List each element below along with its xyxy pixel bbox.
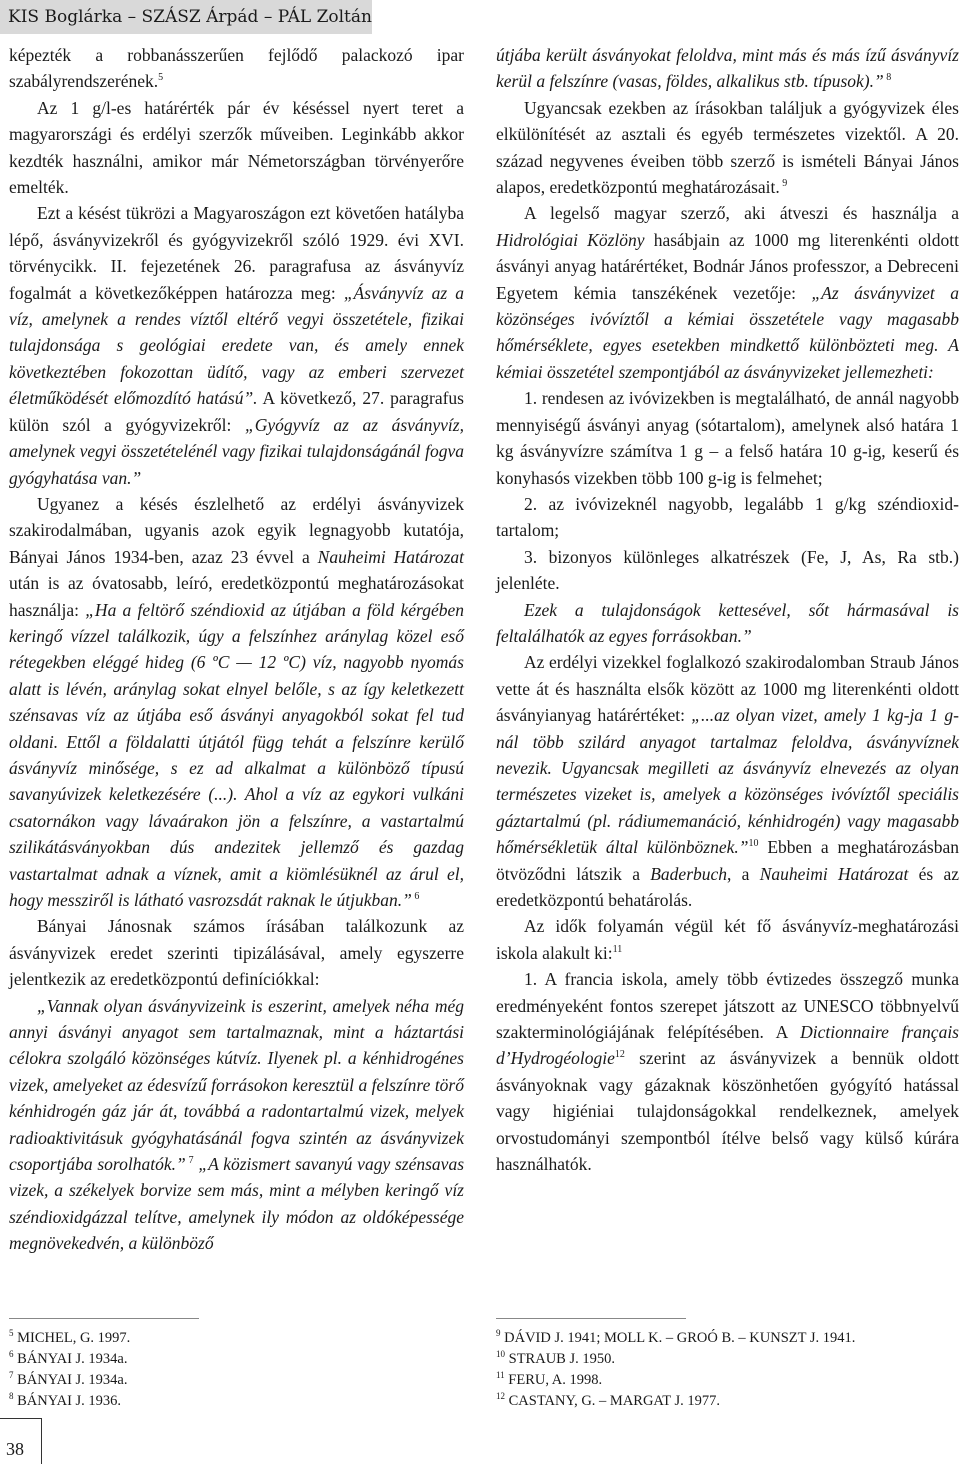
footnote-text: BÁNYAI J. 1934a. xyxy=(13,1351,128,1367)
footnote-text: BÁNYAI J. 1934a. xyxy=(13,1372,128,1388)
text-run: A következő, 27. paragrafus külön szól a gyógyvizekről: xyxy=(9,388,464,435)
paragraph xyxy=(9,913,464,992)
page-number: 38 xyxy=(0,1418,42,1464)
paragraph xyxy=(496,966,959,1177)
paragraph xyxy=(496,597,959,650)
text-run: Ezt a késést tükrözi a Magyaroszágon ezt követően hatályba lépő, ásványvizekről és gyógyvizekről szóló 1929. évi XVI. törvénycikk. II. fejezetének 26. paragrafusa az ásványvíz fogalmát a következőképpen határozza meg: xyxy=(9,203,464,303)
paragraph xyxy=(496,491,959,544)
footnote-ref: 5 xyxy=(158,72,164,84)
text-run: „A közismert savanyú vagy szénsavas vizek, a székelyek borvize sem más, mint a mélyben keringő víz széndioxidgázzal telítve, amelynek ily módon az oldóképessége megnövekedvén, a különböző xyxy=(9,1154,465,1254)
text-run: Dictionnaire français d’Hydrogéologie xyxy=(496,1022,959,1069)
text-run: 1. rendesen az ivóvizekben is megtalálható, de annál nagyobb mennyiségű ásványi anyag (sótartalom), amelynek alsó határa 1 kg ásványvízre számítva 1 g – a felső határa 10 g-ig, keserű és konyhasós vizekben több 100 g-ig is felmehet; xyxy=(496,388,959,488)
text-run: Ebben a meghatározásban ötvöződni látszik a xyxy=(496,837,959,884)
footnote-number: 12 xyxy=(496,1391,505,1402)
footnote xyxy=(9,1349,309,1370)
text-run: „Ásványvíz az a víz, amelynek a rendes víztől eltérő vegyi összetétele, fizikai tulajdonsága s geológiai eredete van, és amely ennek következtében fokozottan üdítő, vagy az emberi szervezet életműködését előmozdító hatású”. xyxy=(9,282,464,409)
text-run: Az 1 g/l-es határérték pár év késéssel nyert teret a magyarországi és erdélyi szerzők műveiben. Leginkább akkor kezdték használni, amikor már Németországban törvényerőre emelték. xyxy=(9,97,464,198)
footnote-ref: 10 xyxy=(748,838,759,850)
footnote xyxy=(9,1370,309,1391)
footnote xyxy=(496,1370,959,1391)
paragraph xyxy=(9,993,464,1257)
text-run: Az erdélyi vizekkel foglalkozó szakirodalomban Straub János vette át és használta elsők között az 1000 mg literenkénti oldott ásványianyag határértéket: xyxy=(496,652,959,726)
paragraph xyxy=(9,491,464,914)
text-run: „Ha a feltörő széndioxid az útjában a föld kérgében keringő vízzel találkozik, úgy a felszínhez aránylag közel eső rétegekben eléggé hideg (6 ºC — 12 ºC) víz, nagyobb nyomás alatt is lévén, aránylag sokat elnyel belőle, s az így keletkezett szénsavas víz az útjába eső ásványi anyagokból sokat fel tud oldani. Ettől a földalatti útjától függ tehát a felszínre kerülő ásványvíz minősége, s ez ad alkalmat a különböző típusú savanyúvizek keletkezésére (...). Ahol a víz az egykori vulkáni csatornákon vagy lávaárakon jön a felszínre, a vastartalmú szilikátásványokban dús andezitek jellemző és gazdag vastartalmat adnak a víznek, amit a kiömlésüknél az árul el, hogy messziről is látható vasrozsdát raknak le útjukban.” xyxy=(9,599,464,910)
footnote-text: BÁNYAI J. 1936. xyxy=(13,1393,122,1409)
footnote xyxy=(496,1328,959,1349)
footnotes-right xyxy=(496,1328,959,1412)
right-column xyxy=(496,42,959,1177)
text-run: 2. az ivóvizeknél nagyobb, legalább 1 g/kg széndioxid-tartalom; xyxy=(496,493,959,541)
paragraph xyxy=(496,95,959,201)
text-run: Hidrológiai Közlöny xyxy=(496,229,645,250)
text-run: „Az ásványvizet a közönséges ivóvíztől a kémiai összetétele vagy magasabb hőmérséklete, egyes esetekben mindkettő különbözteti meg. A kémiai összetétel szempontjából az ásványvizeket jellemezheti: xyxy=(496,282,959,382)
footnote-ref: 9 xyxy=(779,178,788,190)
footnote-text: MICHEL, G. 1997. xyxy=(13,1330,131,1346)
text-run: és az eredetközpontú behatárolás. xyxy=(496,863,959,910)
footnote-text: CASTANY, G. – MARGAT J. 1977. xyxy=(505,1393,721,1409)
text-run: A legelső magyar szerző, aki átveszi és használja a xyxy=(524,203,959,224)
paragraph xyxy=(496,385,959,491)
footnote-number: 10 xyxy=(496,1349,505,1360)
footnote-rule xyxy=(496,1318,686,1319)
text-run: Baderbuch xyxy=(650,863,728,884)
text-run: „Vannak olyan ásványvizeink is eszerint, amelyek néha még annyi ásványi anyagot sem tartalmaznak, mint a háztartási célokra szolgáló közönséges kútvíz. Ilyenek pl. a kénhidrogénes vizek, amelyeket az édesvízű forrásokon keresztül a felszínre törő kénhidrogén gáz jár át, továbbá a radontartalmú vizek, melyek radioaktivitásuk gyógyhatásánál fogva szintén az ásványvizek csoportjába sorolhatók.” xyxy=(9,995,464,1175)
text-run: Nauheimi Határozat xyxy=(317,546,464,567)
text-run: Ezek a tulajdonságok kettesével, sőt hármasával is feltalálhatók az egyes forrásokban.” xyxy=(496,599,959,646)
text-run: Ugyanez a késés észlelhető az erdélyi ásványvizek szakirodalmában, ugyanis azok egyik legnagyobb kutatója, Bányai János 1934-ben, azaz 23 évvel a xyxy=(9,493,464,567)
paragraph xyxy=(9,95,464,201)
footnote-number: 9 xyxy=(496,1328,501,1339)
text-run: Nauheimi Határozat xyxy=(759,863,909,884)
footnote xyxy=(9,1328,309,1349)
footnote-number: 8 xyxy=(9,1391,14,1402)
footnotes-left xyxy=(9,1328,309,1412)
footnote-number: 6 xyxy=(9,1349,14,1360)
footnote-rule xyxy=(9,1318,199,1319)
text-run: útjába került ásványokat feloldva, mint más és más ízű ásványvíz kerül a felszínre (vasas, földes, alkalikus stb. típusok).” xyxy=(496,45,959,92)
footnote-ref: 8 xyxy=(883,72,892,84)
paragraph xyxy=(496,544,959,597)
text-run: Az idők folyamán végül két fő ásványvíz-meghatározási iskola alakult ki: xyxy=(496,916,959,963)
paragraph xyxy=(496,649,959,913)
footnote xyxy=(496,1349,959,1370)
text-run: után is az óvatosabb, leíró, eredetközpontú meghatározásokat használja: xyxy=(9,573,464,620)
text-run: „Gyógyvíz az az ásványvíz, amelynek vegyi összetételénél vagy fizikai tulajdonságánál fogva gyógyhatása van.” xyxy=(9,414,464,488)
text-run: , a xyxy=(727,863,760,884)
running-header: KIS Boglárka – SZÁSZ Árpád – PÁL Zoltán xyxy=(0,0,372,34)
footnote xyxy=(496,1391,959,1412)
paragraph xyxy=(9,42,464,95)
text-run: 1. A francia iskola, amely több évtizedes összegző munka eredményeként fontos szerepet játszott az UNESCO többnyelvű szakterminológiájának felépítésében. A xyxy=(496,969,959,1043)
footnote-text: STRAUB J. 1950. xyxy=(505,1351,615,1367)
text-run: 3. bizonyos különleges alkatrészek (Fe, J, As, Ra stb.) jelenléte. xyxy=(496,546,959,594)
paragraph xyxy=(496,913,959,966)
footnote-text: DÁVID J. 1941; MOLL K. – GROÓ B. – KUNSZT J. 1941. xyxy=(500,1330,856,1346)
paragraph xyxy=(496,200,959,385)
paragraph xyxy=(9,200,464,490)
footnote-number: 7 xyxy=(9,1370,14,1381)
left-column xyxy=(9,42,464,1257)
footnote-number: 5 xyxy=(9,1328,14,1339)
text-run: Ugyancsak ezekben az írásokban találjuk a gyógyvizek éles elkülönítését az asztali és egyéb természetes vizektől. A 20. század negyvenes éveiben több szerző is ismételi Bányai János alapos, eredetközpontú meghatározásait. xyxy=(496,97,959,198)
text-run: Bányai Jánosnak számos írásában találkozunk az ásványvizek eredet szerinti tipizálásával, amely egyszerre jelentkezik az eredetközpontú definíciókkal: xyxy=(9,916,464,990)
paragraph xyxy=(496,42,959,95)
text-run: szerint az ásványvizek a bennük oldott ásványoknak vagy gázaknak köszönhetően gyógyító hatással vagy higiéniai tulajdonságokkal rendelkeznek, amelyek orvostudományi szempontból ítélve belső vagy külső kúrára használhatók. xyxy=(496,1048,959,1175)
footnote-number: 11 xyxy=(496,1370,505,1381)
footnote-ref: 6 xyxy=(411,891,420,903)
text-run: hasábjain az 1000 mg literenkénti oldott ásványi anyag határértéket, Bodnár János professzor, a Debreceni Egyetem kémia tanszékének vezetője: xyxy=(496,229,960,303)
text-run: „...az olyan vizet, amely 1 kg-ja 1 g-nál több szilárd anyagot tartalmaz feloldva, ásványvíznek nevezik. Ugyancsak megilleti az ásványvíz elnevezés az olyan természetes vizeket is, amelyek a közönséges ivóvíztől speciális gáztartalmú (pl. rádiumemanáció, kénhidrogén) vagy magasabb hőmérsékletük által különböznek.” xyxy=(496,705,959,858)
footnote-text: FERU, A. 1998. xyxy=(504,1372,603,1388)
text-run: képezték a robbanásszerűen fejlődő palackozó ipar szabályrendszerének. xyxy=(9,45,464,92)
footnote-ref: 12 xyxy=(614,1049,625,1061)
footnote xyxy=(9,1391,309,1412)
footnote-ref: 7 xyxy=(185,1155,194,1167)
footnote-ref: 11 xyxy=(612,943,623,955)
